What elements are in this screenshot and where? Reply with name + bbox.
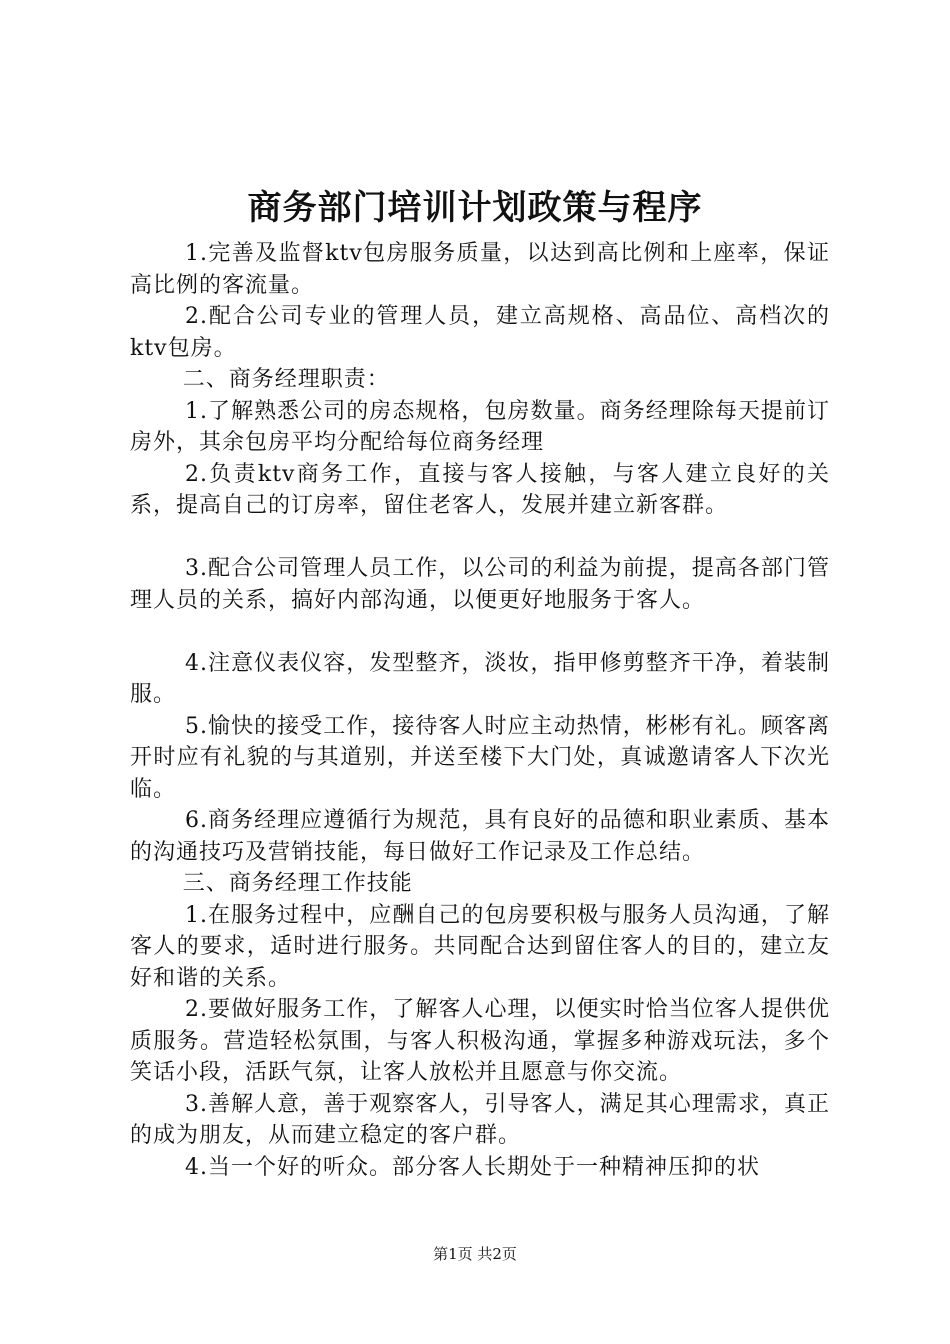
paragraph-9: 1.在服务过程中，应酬自己的包房要积极与服务人员沟通，了解客人的要求，适时进行服务。共同配合达到留住客人的目的，建立友好和谐的关系。 (130, 902, 830, 991)
paragraph-8: 6.商务经理应遵循行为规范，具有良好的品德和职业素质、基本的沟通技巧及营销技能，每日做好工作记录及工作总结。 (130, 808, 830, 865)
paragraph-5: 3.配合公司管理人员工作，以公司的利益为前提，提高各部门管理人员的关系，搞好内部沟通，以便更好地服务于客人。 (130, 556, 830, 613)
paragraph-10: 2.要做好服务工作，了解客人心理，以便实时恰当位客人提供优质服务。营造轻松氛围，与客人积极沟通，掌握多种游戏玩法，多个笑话小段，活跃气氛，让客人放松并且愿意与你交流。 (130, 997, 830, 1085)
paragraph-2: 2.配合公司专业的管理人员，建立高规格、高品位、高档次的ktv包房。 (130, 304, 830, 361)
page-footer: 第1页 共2页 (433, 1245, 517, 1263)
paragraph-11: 3.善解人意，善于观察客人，引导客人，满足其心理需求，真正的成为朋友，从而建立稳定的客户群。 (130, 1091, 830, 1148)
paragraph-6: 4.注意仪表仪容，发型整齐，淡妆，指甲修剪整齐干净，着装制服。 (130, 650, 830, 707)
section-heading-2: 二、商务经理职责： (182, 367, 390, 392)
paragraph-1: 1.完善及监督ktv包房服务质量，以达到高比例和上座率，保证高比例的客流量。 (130, 241, 830, 298)
paragraph-4: 2.负责ktv商务工作，直接与客人接触，与客人建立良好的关系，提高自己的订房率，留住老客人，发展并建立新客群。 (130, 461, 830, 518)
document-body (130, 238, 830, 1183)
paragraph-12: 4.当一个好的听众。部分客人长期处于一种精神压抑的状 (185, 1154, 760, 1180)
paragraph-3: 1.了解熟悉公司的房态规格，包房数量。商务经理除每天提前订房外，其余包房平均分配给每位商务经理 (130, 398, 830, 455)
document-title: 商务部门培训计划政策与程序 (247, 188, 703, 228)
paragraph-7: 5.愉快的接受工作，接待客人时应主动热情，彬彬有礼。顾客离开时应有礼貌的与其道别，并送至楼下大门处，真诚邀请客人下次光临。 (130, 713, 830, 802)
section-heading-3: 三、商务经理工作技能 (182, 871, 413, 896)
